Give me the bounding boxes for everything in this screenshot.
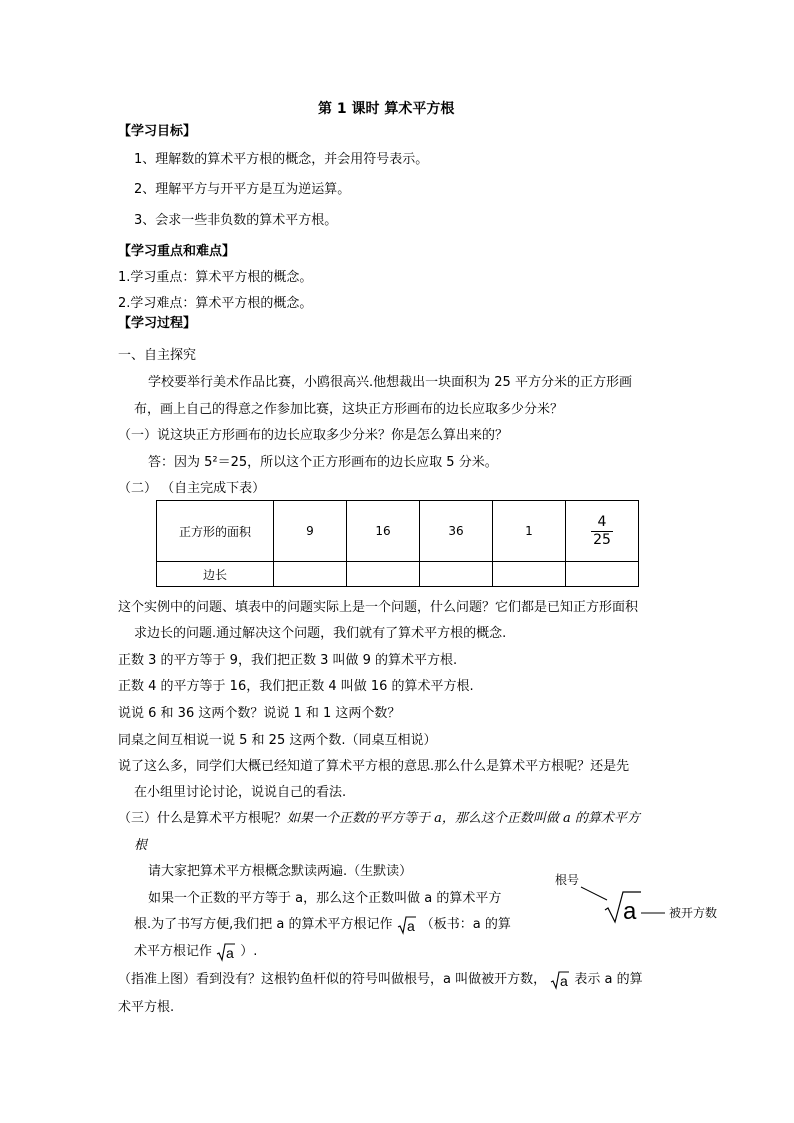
paragraph-line: 正数 3 的平方等于 9，我们把正数 3 叫做 9 的算术平方根. [118,653,458,668]
paragraph-line: 这个实例中的问题、填表中的问题实际上是一个问题，什么问题？它们都是已知正方形面积 [118,600,639,615]
paragraph-line: 正数 4 的平方等于 16，我们把正数 4 叫做 16 的算术平方根. [118,679,474,694]
paragraph-line: 求边长的问题.通过解决这个问题，我们就有了算术平方根的概念. [134,626,507,641]
paragraph-line: 同桌之间互相说一说 5 和 25 这两个数.（同桌互相说） [118,733,437,748]
sqrt-diagram-drawing [553,870,733,930]
definition-italic: 根 [134,838,148,853]
part1-heading: 一、自主探究 [118,348,197,363]
table-cell: 16 [347,501,420,562]
question-1: （一）说这块正方形画布的边长应取多少分米？你是怎么算出来的？ [118,428,509,443]
process-heading: 【学习过程】 [118,316,197,331]
page-title: 第 1 课时 算术平方根 [318,101,455,117]
row-label-area: 正方形的面积 [157,501,274,562]
paragraph-line: 术平方根. [118,1000,175,1015]
intro-line: 布，画上自己的得意之作参加比赛，这块正方形画布的边长应取多少分米？ [134,402,564,417]
paragraph-line: 在小组里讨论讨论，说说自己的看法. [134,785,347,800]
table-cell-empty[interactable] [347,562,420,587]
fraction-denominator: 25 [593,531,611,548]
question-3-prefix: （三）什么是算术平方根呢？ [118,811,288,826]
definition-italic: 如果一个正数的平方等于 a，那么这个正数叫做 a 的算术平方 [287,811,640,826]
text-segment: （指准上图）看到没有？这根钓鱼杆似的符号叫做根号，a 叫做被开方数， [118,972,547,987]
question-2: （二） （自主完成下表） [118,481,266,496]
sqrt-diagram [553,870,733,930]
svg-text:a: a [226,944,234,961]
paragraph-line [134,914,511,936]
table-cell: 1 [493,501,566,562]
svg-text:a: a [560,972,569,989]
table-cell-empty[interactable] [493,562,566,587]
fraction-numerator: 4 [597,513,607,530]
text-segment: ）. [240,944,258,959]
text-segment: （板书：a 的算 [420,917,511,932]
paragraph-line: 说了这么多，同学们大概已经知道了算术平方根的意思.那么什么是算术平方根呢？还是先 [118,759,630,774]
table-cell-empty[interactable] [274,562,347,587]
svg-text:a: a [406,917,415,934]
key-point: 1.学习重点：算术平方根的概念。 [118,270,313,285]
text-segment: 术平方根记作 [134,944,213,959]
text-segment: 表示 a 的算 [574,972,643,987]
row-label-side: 边长 [157,562,274,587]
difficult-point: 2.学习难点：算术平方根的概念。 [118,296,313,311]
text-segment: 根.为了书写方便,我们把 a 的算术平方根记作 [134,917,393,932]
table-cell-empty[interactable] [420,562,493,587]
sqrt-a-symbol [397,915,417,935]
paragraph-line: 请大家把算术平方根概念默读两遍.（生默读） [148,864,413,879]
goal-item: 1、理解数的算术平方根的概念，并会用符号表示。 [134,152,429,167]
table-cell: 9 [274,501,347,562]
table-cell-fraction [566,501,639,562]
goal-item: 3、会求一些非负数的算术平方根。 [134,213,338,228]
answer-1: 答：因为 5²＝25，所以这个正方形画布的边长应取 5 分米。 [148,455,498,470]
table-cell: 36 [420,501,493,562]
table-cell-empty[interactable] [566,562,639,587]
fraction [591,514,613,549]
goals-heading: 【学习目标】 [118,124,197,139]
paragraph-line: 说说 6 和 36 这两个数？说说 1 和 1 这两个数？ [118,706,401,721]
goal-item: 2、理解平方与开平方是互为逆运算。 [134,182,351,197]
intro-line: 学校要举行美术作品比赛，小鸥很高兴.他想裁出一块面积为 25 平方分米的正方形画 [148,375,632,390]
radicand-symbol: a [623,898,637,925]
paragraph-line [118,969,643,991]
sqrt-a-symbol [550,970,570,990]
paragraph-line [134,941,257,963]
key-heading: 【学习重点和难点】 [118,244,236,259]
paragraph-line: 如果一个正数的平方等于 a，那么这个正数叫做 a 的算术平方 [148,891,502,906]
sqrt-a-symbol [216,942,236,962]
question-3 [118,811,640,827]
radical-label: 根号 [555,873,580,887]
area-side-table [156,500,639,587]
radicand-label: 被开方数 [669,906,718,920]
